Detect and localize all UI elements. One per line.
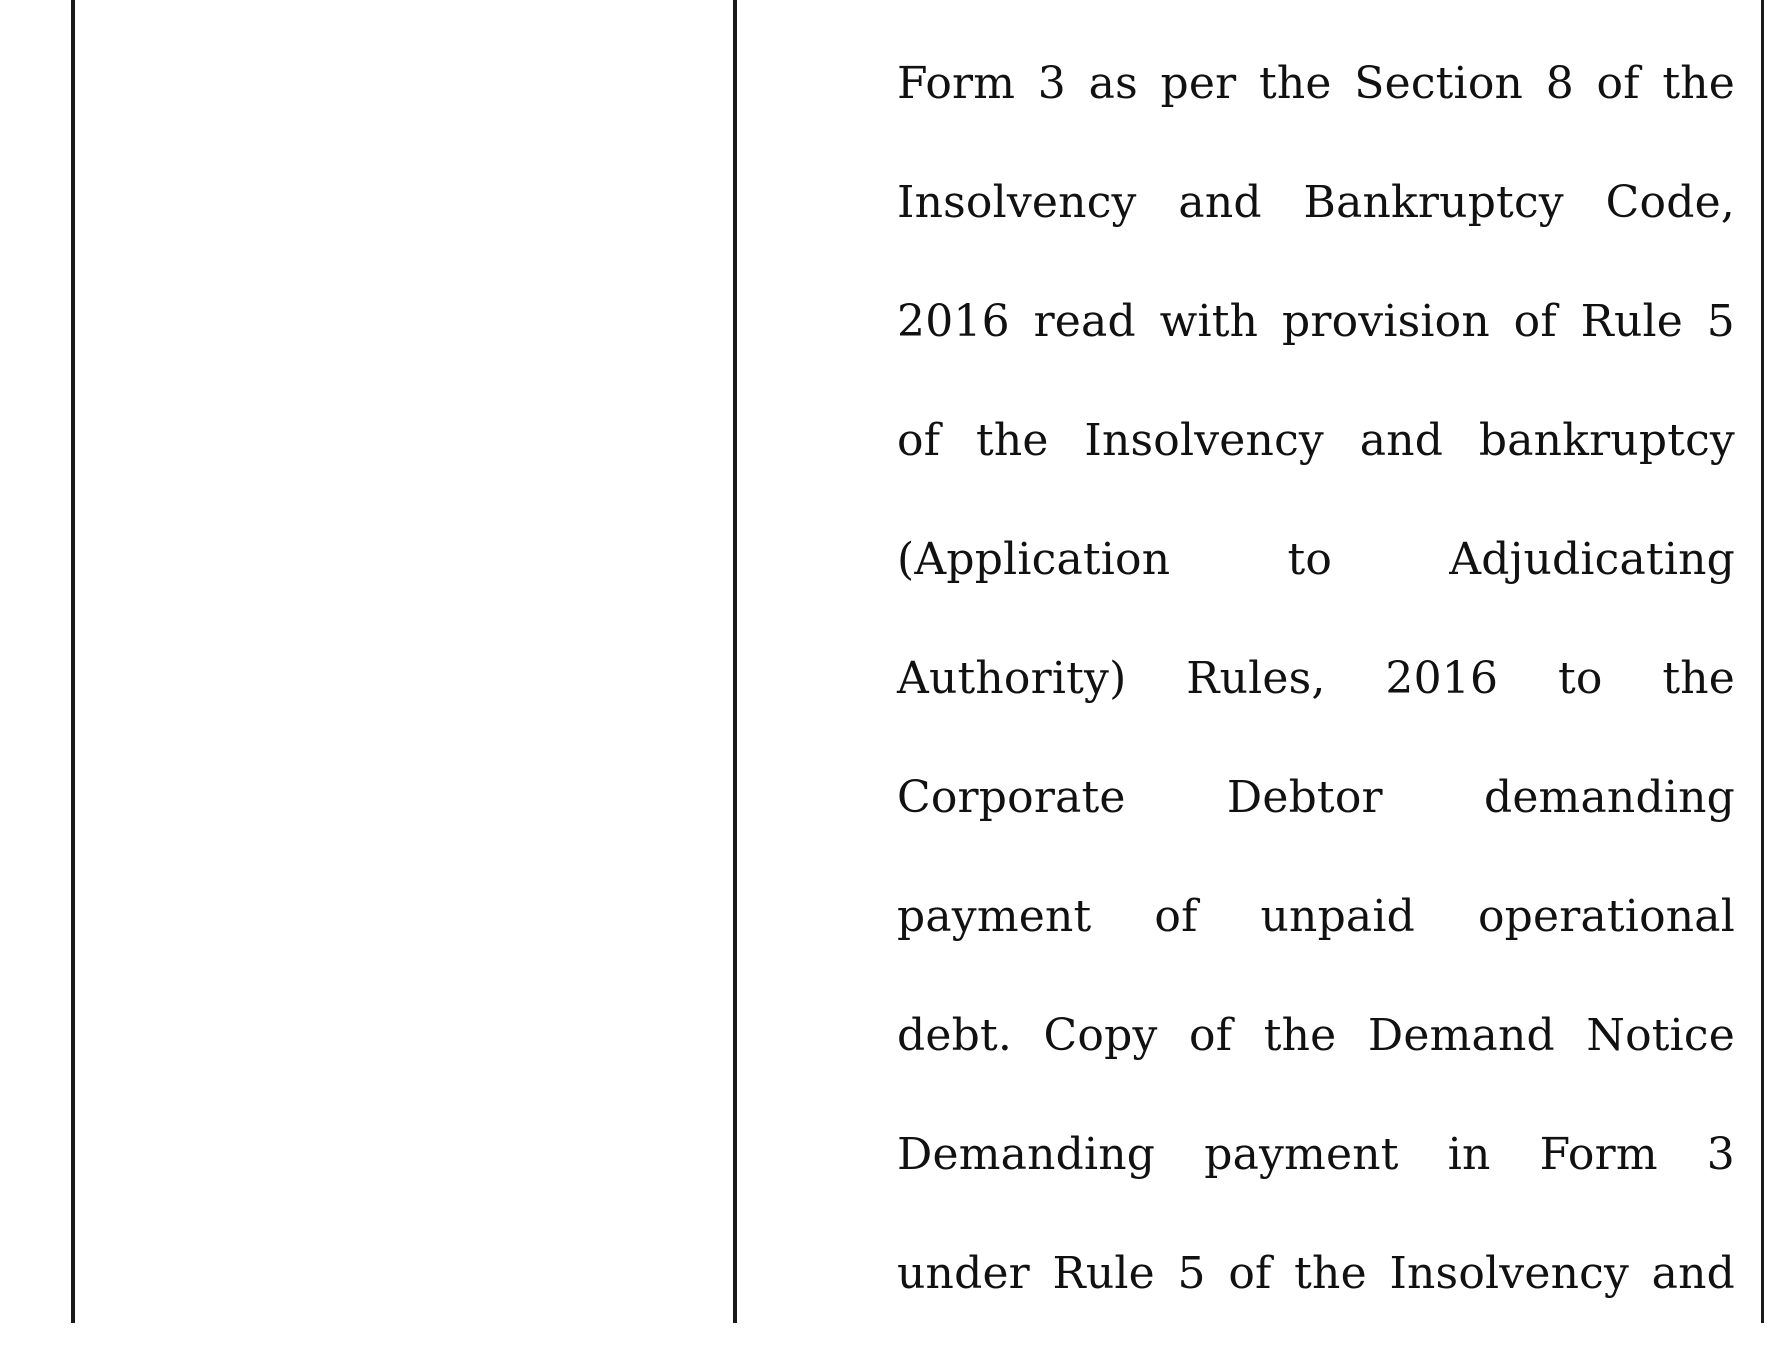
paragraph-line: Demanding payment in Form 3 bbox=[897, 1129, 1735, 1180]
paragraph-line: 2016 read with provision of Rule 5 bbox=[897, 296, 1735, 347]
paragraph-line: under Rule 5 of the Insolvency and bbox=[897, 1248, 1735, 1299]
paragraph-line: of the Insolvency and bankruptcy bbox=[897, 415, 1735, 466]
left-table-cell bbox=[75, 0, 733, 1323]
paragraph-line: debt. Copy of the Demand Notice bbox=[897, 1010, 1735, 1061]
paragraph-line: Corporate Debtor demanding bbox=[897, 772, 1735, 823]
paragraph-line: Authority) Rules, 2016 to the bbox=[897, 653, 1735, 704]
paragraph-line: payment of unpaid operational bbox=[897, 891, 1735, 942]
body-paragraph bbox=[897, 48, 1735, 1357]
paragraph-line: Form 3 as per the Section 8 of the bbox=[897, 58, 1735, 109]
right-table-cell bbox=[737, 0, 1761, 1323]
table-right-border bbox=[1761, 0, 1764, 1323]
paragraph-line: Insolvency and Bankruptcy Code, bbox=[897, 177, 1735, 228]
paragraph-line: (Application to Adjudicating bbox=[897, 534, 1735, 585]
